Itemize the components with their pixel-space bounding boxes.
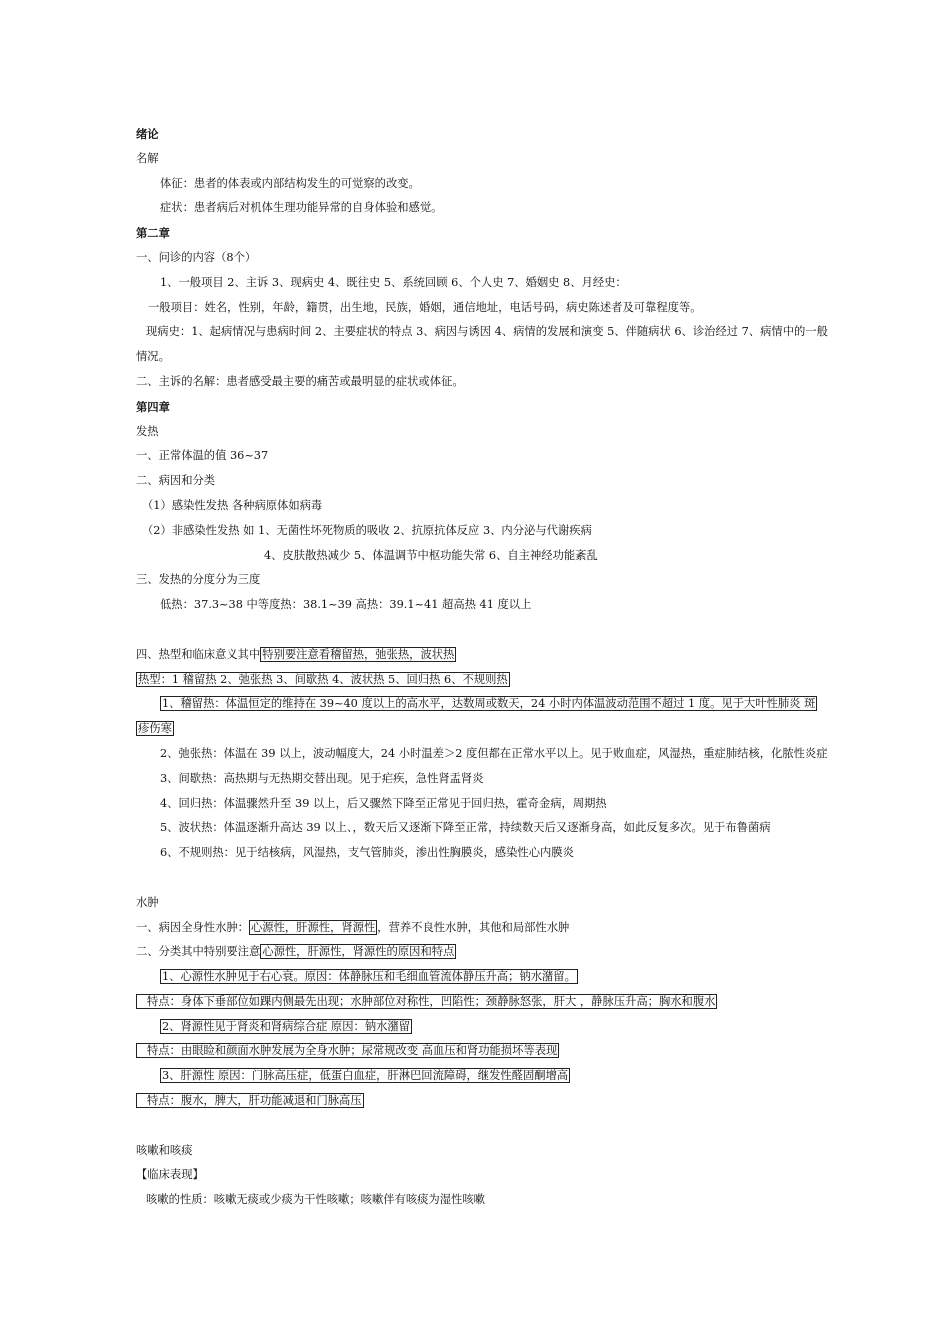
section-title-ch4: 第四章 — [136, 399, 170, 414]
boxed-text: 1、稽留热：体温恒定的维持在 39~40 度以上的高水平，达数周或数天，24 小时内体温波动范围不超过 1 度。见于大叶性肺炎 斑 — [162, 697, 816, 711]
text-line — [136, 940, 826, 965]
text-line: 一、问诊的内容（8个） — [136, 250, 257, 264]
text-line — [136, 668, 826, 693]
text-line — [136, 717, 826, 742]
text-span: 二、分类其中特别要注意 — [136, 945, 261, 959]
document-page — [136, 122, 826, 1213]
subtitle-edema: 水肿 — [136, 895, 159, 909]
text-line: 症状：患者病后对机体生理功能异常的自身体验和感觉。 — [160, 201, 443, 215]
text-span: 一、病因全身性水肿： — [136, 920, 249, 934]
text-line — [136, 1039, 826, 1064]
text-line: 二、病因和分类 — [136, 474, 216, 488]
boxed-text: 热型：1 稽留热 2、弛张热 3、间歇热 4、波状热 5、回归热 6、不规则热 — [138, 672, 508, 686]
text-line: 2、弛张热：体温在 39 以上，波动幅度大，24 小时温差＞2 度但都在正常水平以上。见于败血症，风湿热，重症肺结核，化脓性炎症 — [160, 746, 828, 760]
text-line: 3、间歇热：高热期与无热期交替出现。见于疟疾，急性肾盂肾炎 — [160, 771, 484, 785]
text-line: 6、不规则热：见于结核病，风湿热，支气管肺炎，渗出性胸膜炎，感染性心内膜炎 — [160, 846, 574, 860]
text-line: 二、主诉的名解：患者感受最主要的痛苦或最明显的症状或体征。 — [136, 374, 464, 388]
text-line: （1）感染性发热 各种病原体如病毒 — [142, 498, 323, 512]
text-line — [136, 990, 826, 1015]
boxed-text: 疹伤寒 — [138, 722, 172, 736]
text-line — [136, 1064, 826, 1089]
boxed-text: 2、肾源性见于肾炎和肾病综合症 原因：钠水潴留 — [162, 1019, 411, 1033]
text-line: 一般项目：姓名，性别，年龄，籍贯，出生地，民族，婚姻，通信地址，电话号码，病史陈述者及可靠程度等。 — [148, 300, 702, 314]
blank-line — [136, 866, 826, 891]
boxed-text: 特点：腹水，脾大，肝功能减退和门脉高压 — [136, 1093, 364, 1108]
text-line — [136, 965, 826, 990]
text-line: 低热：37.3~38 中等度热：38.1~39 高热：39.1~41 超高热 41 度以上 — [160, 598, 532, 612]
blank-line — [136, 1114, 826, 1139]
boxed-text: 特别要注意看稽留热，弛张热，波状热 — [262, 647, 455, 661]
text-line: 4、回归热：体温骤然升至 39 以上，后又骤然下降至正常见于回归热，霍奇金病，周期热 — [160, 796, 607, 810]
boxed-text: 特点：身体下垂部位如踝内侧最先出现；水肿部位对称性，凹陷性；颈静脉怒张，肝大 ，静脉压升高；胸水和腹水 — [136, 994, 717, 1009]
text-line: （2）非感染性发热 如 1、无菌性坏死物质的吸收 2、抗原抗体反应 3、内分泌与代谢疾病 — [142, 523, 592, 537]
text-line: 现病史：1、起病情况与患病时间 2、主要症状的特点 3、病因与诱因 4、病情的发展和演变 5、伴随病状 6、诊治经过 7、病情中的一般 — [146, 325, 828, 339]
text-line: 【临床表现】 — [136, 1168, 204, 1182]
blank-line — [136, 618, 826, 643]
boxed-text: 特点：由眼睑和颜面水肿发展为全身水肿；尿常规改变 高血压和肾功能损坏等表现 — [136, 1043, 559, 1058]
subtitle-fever: 发热 — [136, 424, 159, 438]
text-span: 四、热型和临床意义其中 — [136, 647, 261, 661]
text-line — [136, 916, 826, 941]
boxed-text: 3、肝源性 原因：门脉高压症，低蛋白血症，肝淋巴回流障碍，继发性醛固酮增高 — [162, 1069, 569, 1083]
text-line: 咳嗽的性质：咳嗽无痰或少痰为干性咳嗽；咳嗽伴有咳痰为湿性咳嗽 — [146, 1193, 485, 1207]
text-line: 5、波状热：体温逐渐升高达 39 以上、，数天后又逐渐下降至正常，持续数天后又逐渐身高，如此反复多次。见于布鲁菌病 — [160, 821, 771, 835]
subtitle-terms: 名解 — [136, 151, 159, 165]
section-title-ch2: 第二章 — [136, 226, 170, 241]
text-line: 情况。 — [136, 350, 170, 364]
subtitle-cough: 咳嗽和咳痰 — [136, 1143, 193, 1157]
text-line: 体征：患者的体表或内部结构发生的可觉察的改变。 — [160, 176, 420, 190]
text-line: 4、皮肤散热减少 5、体温调节中枢功能失常 6、自主神经功能紊乱 — [264, 548, 598, 562]
text-line: 1、一般项目 2、主诉 3、现病史 4、既往史 5、系统回顾 6、个人史 7、婚姻史 8、月经史： — [160, 275, 627, 289]
text-line — [136, 643, 826, 668]
text-line: 一、正常体温的值 36~37 — [136, 449, 269, 463]
section-title-intro: 绪论 — [136, 127, 159, 141]
boxed-text: 心源性，肝源性，肾源性的原因和特点 — [262, 945, 455, 959]
text-line: 三、发热的分度分为三度 — [136, 573, 261, 587]
text-line — [136, 692, 826, 717]
text-line — [136, 1089, 826, 1114]
boxed-text: 心源性，肝源性，肾源性 — [250, 920, 376, 934]
boxed-text: 1、心源性水肿见于右心衰。原因：体静脉压和毛细血管流体静压升高；钠水潴留。 — [162, 970, 576, 984]
text-line — [136, 1015, 826, 1040]
text-span: ，营养不良性水肿，其他和局部性水肿 — [377, 920, 570, 934]
